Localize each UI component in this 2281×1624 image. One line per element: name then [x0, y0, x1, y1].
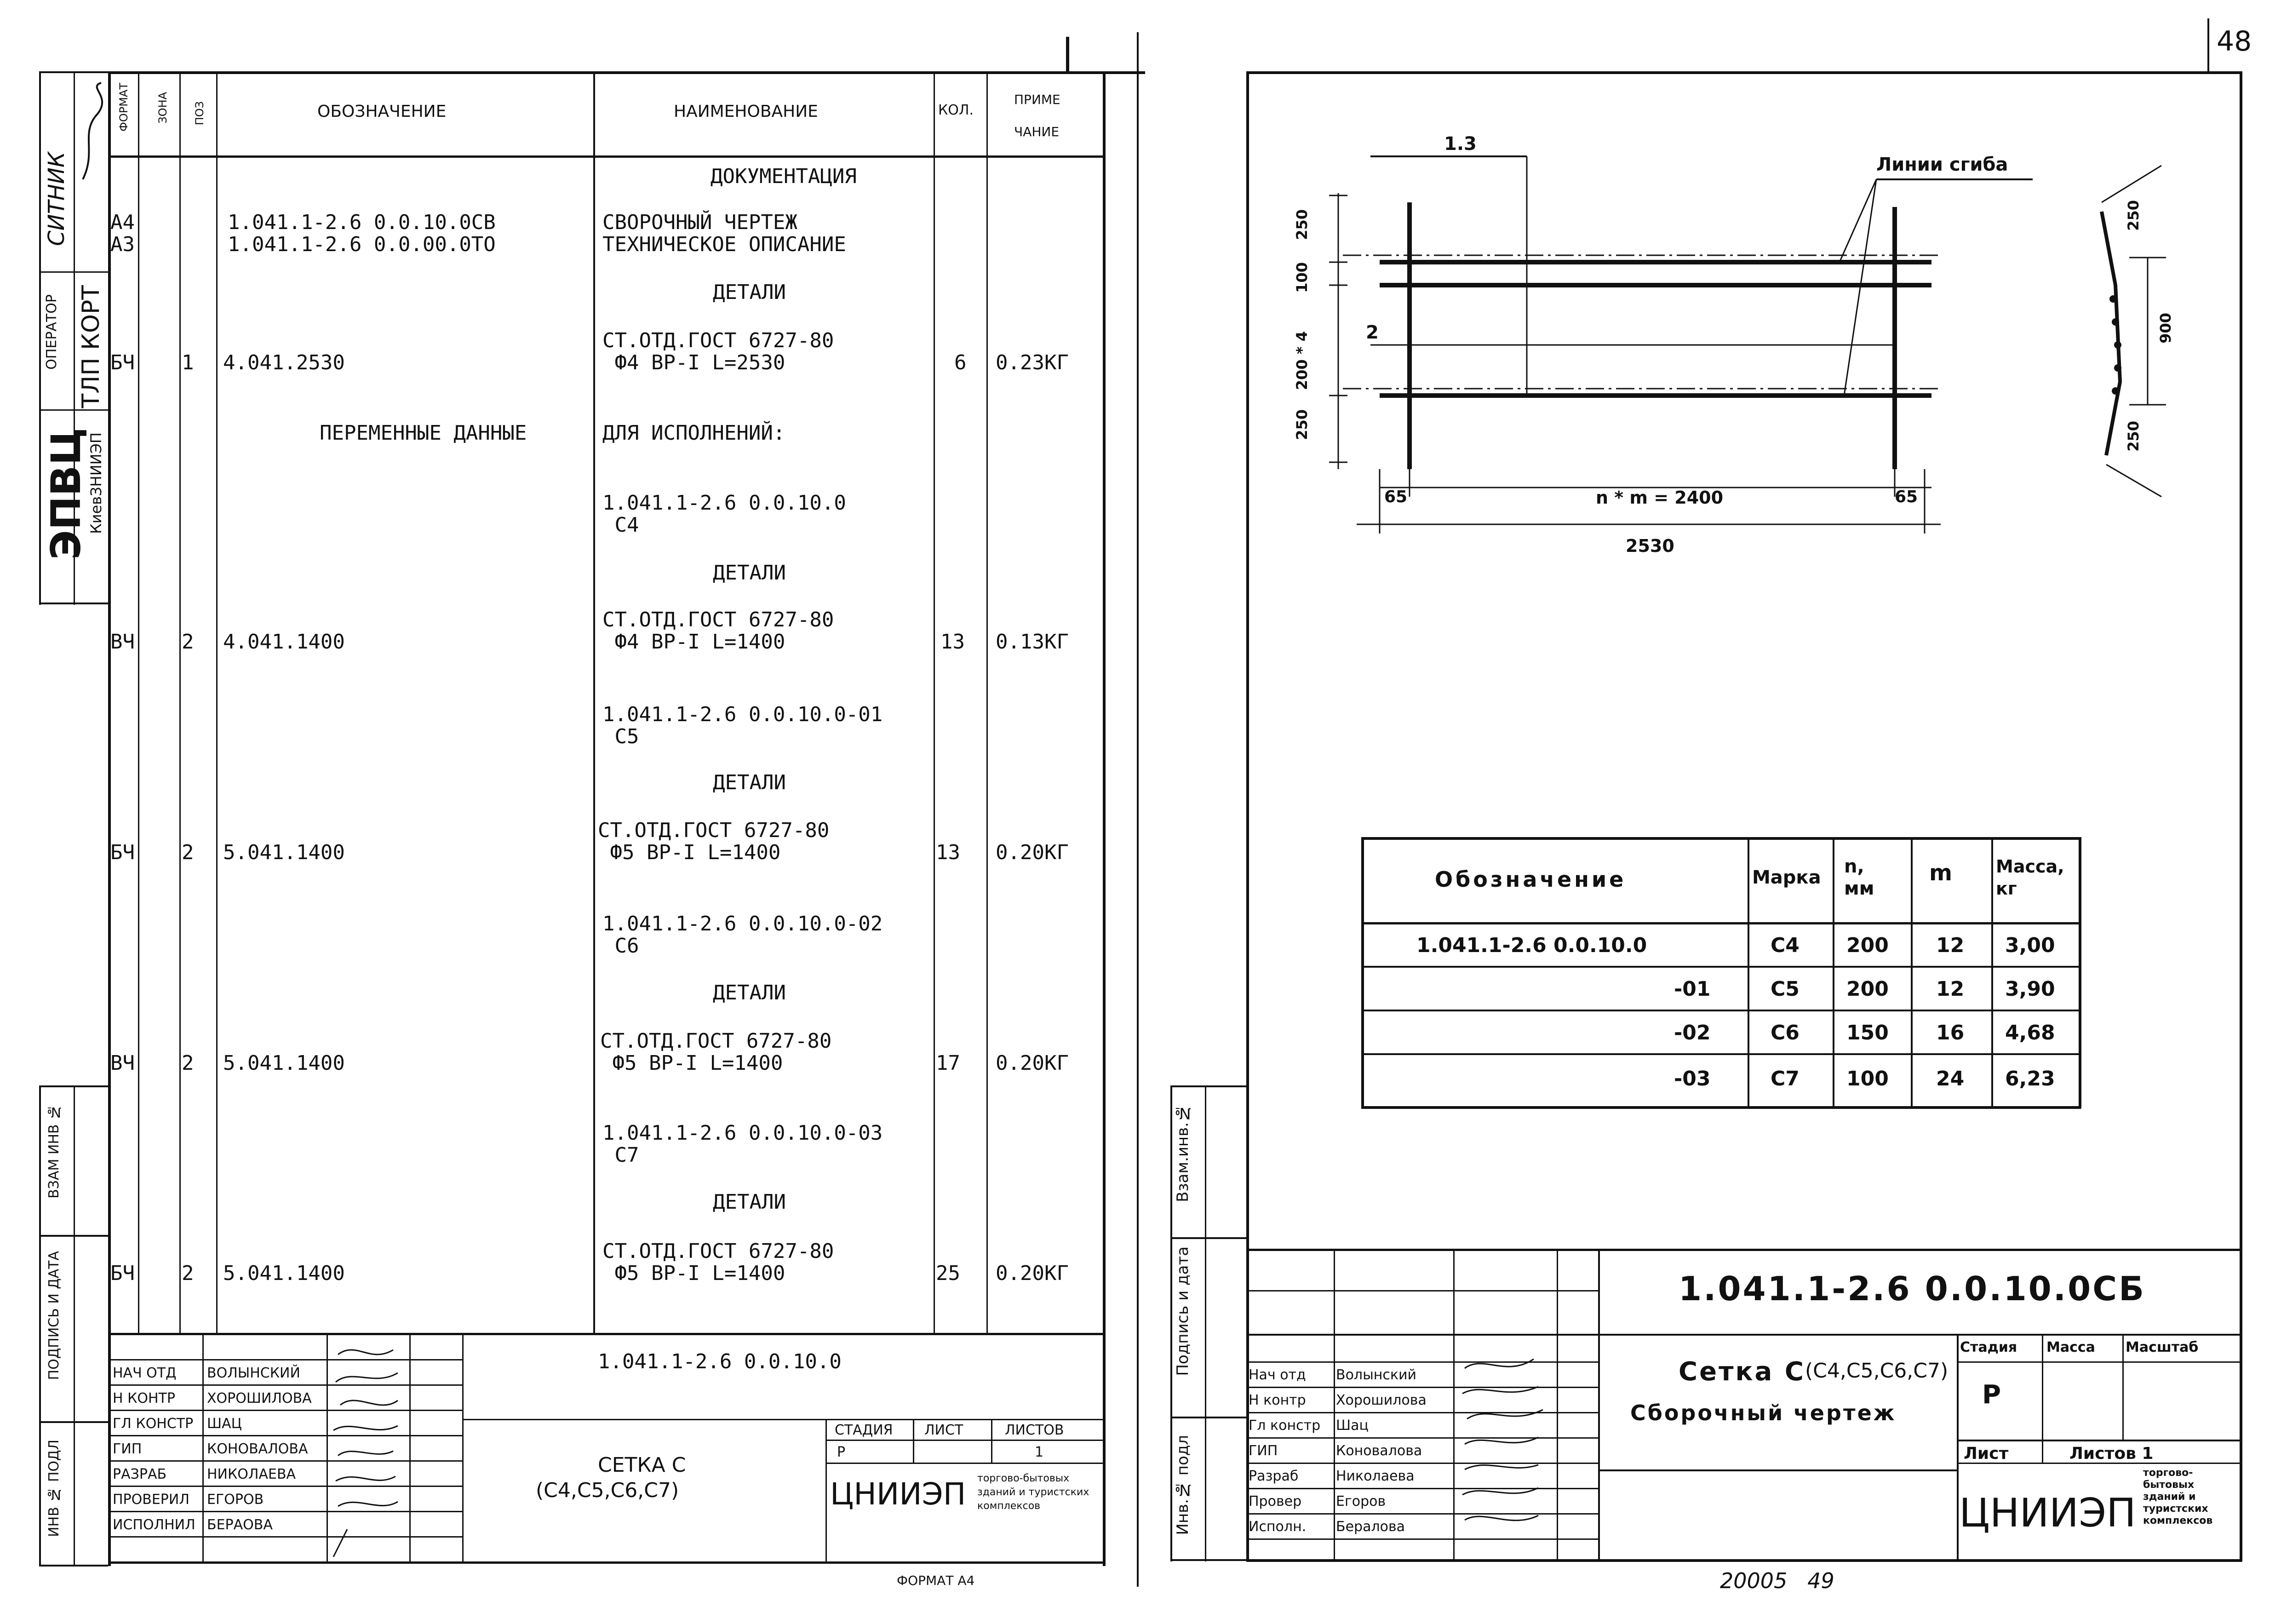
r-role-nach-otd: Нач отд	[1249, 1367, 1306, 1383]
spec-name: СТ.ОТД.ГОСТ 6727-80 Ф5 ВР-I L=1400	[600, 1029, 832, 1075]
spec-format: ВЧ	[110, 1051, 135, 1075]
name-egorov: ЕГОРОВ	[207, 1492, 264, 1508]
stamp-city: КиевЗНИИЭП	[87, 432, 105, 534]
spec-header-designation: ОБОЗНАЧЕНИЕ	[317, 102, 447, 121]
r-name-volynsky: Волынский	[1336, 1367, 1417, 1383]
bend-lines-label: Линии сгиба	[1876, 154, 2008, 175]
spec-name: 1.041.1-2.6 0.0.10.0 С4	[602, 491, 846, 537]
bent-dim-bottom: 250	[2125, 421, 2142, 452]
r-role-n-kontr: Н контр	[1249, 1392, 1306, 1408]
spec-name: 1.041.1-2.6 0.0.10.0-01 С5	[602, 703, 883, 748]
vt-mass: 6,23	[2005, 1067, 2055, 1090]
stamp-operator-label: ОПЕРАТОР	[44, 294, 60, 370]
spec-designation: 5.041.1400	[223, 841, 345, 864]
left-stage-value: Р	[837, 1444, 846, 1460]
right-sheets-label: Листов 1	[2069, 1444, 2154, 1463]
name-shats: ШАЦ	[207, 1416, 242, 1432]
right-title-line2: Сборочный чертеж	[1630, 1400, 1897, 1425]
right-org-desc: торгово-бытовых зданий и туристских комплексов	[2143, 1467, 2213, 1526]
spec-name: СТ.ОТД.ГОСТ 6727-80 Ф4 ВР-I L=1400	[602, 608, 834, 654]
r-name-nikolaeva: Николаева	[1336, 1468, 1415, 1484]
spec-note: 0.20КГ	[996, 1051, 1069, 1075]
right-scale-label: Масштаб	[2126, 1339, 2199, 1355]
spec-format: БЧ	[110, 841, 135, 864]
r-role-gip: ГИП	[1249, 1443, 1278, 1459]
vt-mass: 3,00	[2005, 934, 2055, 957]
left-sheets-value: 1	[1035, 1444, 1044, 1460]
right-org-name: ЦНИИЭП	[1959, 1490, 2136, 1536]
spec-qty: 13	[936, 841, 960, 864]
spec-name: 1.041.1-2.6 0.0.10.0-03 С7	[602, 1121, 883, 1167]
name-volynsky: ВОЛЫНСКИЙ	[207, 1365, 300, 1381]
dim-total: 2530	[1626, 536, 1674, 556]
vt-m: 16	[1936, 1021, 1965, 1044]
spec-name: 1.041.1-2.6 0.0.10.0-02 С6	[602, 912, 883, 958]
spec-designation: ПЕРЕМЕННЫЕ ДАННЫЕ	[320, 421, 527, 445]
vt-mass: 4,68	[2005, 1021, 2055, 1044]
spec-header-note-1: ПРИМЕ	[1014, 92, 1060, 107]
vt-header-mass: Масса, кг	[1996, 856, 2064, 899]
spec-designation: 5.041.1400	[223, 1262, 345, 1285]
left-org-name: ЦНИИЭП	[830, 1476, 966, 1512]
bent-dim-mid: 900	[2157, 313, 2174, 344]
r-name-khoroshilova: Хорошилова	[1336, 1392, 1427, 1408]
vt-mass: 3,90	[2005, 977, 2055, 1001]
spec-pos: 2	[182, 1262, 194, 1285]
left-format-label: ФОРМАТ А4	[897, 1573, 975, 1588]
name-nikolaeva: НИКОЛАЕВА	[207, 1466, 296, 1482]
spec-format: БЧ	[110, 1262, 135, 1285]
left-label-inv-podl: ИНВ № ПОДЛ	[46, 1440, 62, 1537]
vt-n: 200	[1846, 977, 1889, 1001]
spec-section-title: ДЕТАЛИ	[713, 771, 786, 794]
left-sheets-label: ЛИСТОВ	[1005, 1422, 1064, 1438]
vt-designation: -03	[1674, 1067, 1711, 1090]
spec-qty: 17	[936, 1051, 960, 1075]
left-doc-code: 1.041.1-2.6 0.0.10.0	[598, 1350, 842, 1373]
spec-designation: 5.041.1400	[223, 1051, 345, 1075]
spec-header-zone: ЗОНА	[156, 92, 169, 124]
role-gip: ГИП	[113, 1441, 142, 1457]
r-role-ispoln: Исполн.	[1249, 1519, 1307, 1535]
left-stage-label: СТАДИЯ	[835, 1422, 893, 1438]
spec-section-title: ДОКУМЕНТАЦИЯ	[711, 165, 857, 188]
left-label-podpis-data: ПОДПИСЬ И ДАТА	[46, 1251, 62, 1380]
stamp-signature	[78, 78, 106, 184]
spec-section-title: ДЕТАЛИ	[713, 561, 786, 585]
dim-left-200x4: 200 * 4	[1293, 331, 1311, 390]
vt-header-n: n, мм	[1844, 856, 1874, 899]
signatures	[329, 1336, 407, 1561]
spec-section-title: ДЕТАЛИ	[713, 281, 786, 304]
vt-designation: -02	[1674, 1021, 1711, 1044]
spec-designation: 4.041.2530	[223, 351, 345, 374]
spec-format: БЧ	[110, 351, 135, 374]
vt-m: 12	[1936, 977, 1965, 1001]
bent-dim-top: 250	[2125, 200, 2142, 231]
r-role-prover: Провер	[1249, 1493, 1302, 1509]
spec-header-pos: ПОЗ	[193, 101, 206, 126]
spec-note: 0.20КГ	[996, 841, 1069, 864]
stamp-org: ЭПВЦ	[42, 428, 90, 560]
dim-65-left: 65	[1384, 488, 1408, 506]
spec-qty: 25	[936, 1262, 960, 1285]
bottom-handwritten-number: 20005 49	[1720, 1568, 1834, 1593]
spec-section-title: ДЕТАЛИ	[713, 1190, 786, 1214]
dim-left-250-bottom: 250	[1293, 409, 1311, 440]
spec-designation: 1.041.1-2.6 0.0.10.0СВ 1.041.1-2.6 0.0.00.0ТО	[228, 211, 496, 256]
r-name-egorov: Егоров	[1336, 1493, 1386, 1509]
r-role-gl-konstr: Гл констр	[1249, 1417, 1321, 1434]
vt-header-m: m	[1929, 860, 1953, 886]
right-label-inv-podl: Инв.№ подл	[1174, 1435, 1192, 1535]
vt-designation: -01	[1674, 977, 1711, 1001]
name-khoroshilova: ХОРОШИЛОВА	[207, 1390, 312, 1406]
dim-left-250-top: 250	[1293, 209, 1311, 240]
dim-65-right: 65	[1895, 488, 1918, 506]
right-signatures	[1456, 1350, 1554, 1559]
spec-header-format: ФОРМАТ	[117, 83, 130, 132]
role-nach-otd: НАЧ ОТД	[113, 1365, 177, 1381]
spec-qty: 13	[940, 630, 965, 654]
spec-designation: 4.041.1400	[223, 630, 345, 654]
spec-name: СТ.ОТД.ГОСТ 6727-80 Ф5 ВР-I L=1400	[598, 819, 830, 864]
dim-nm: n * m = 2400	[1596, 488, 1724, 508]
vt-designation: 1.041.1-2.6 0.0.10.0	[1416, 934, 1647, 957]
spec-pos: 2	[182, 1051, 194, 1075]
r-name-konovalova: Коновалова	[1336, 1443, 1422, 1459]
dim-left-100: 100	[1293, 262, 1311, 293]
vt-mark: С6	[1771, 1021, 1800, 1044]
spec-section-title: ДЕТАЛИ	[713, 981, 786, 1004]
spec-pos: 1	[182, 351, 194, 374]
mesh-drawing	[1288, 120, 2207, 580]
vt-mark: С5	[1771, 977, 1800, 1001]
right-label-podpis-data: Подпись и дата	[1174, 1246, 1192, 1376]
right-mass-label: Масса	[2046, 1339, 2095, 1355]
vt-n: 200	[1846, 934, 1889, 957]
r-role-razrab: Разраб	[1249, 1468, 1299, 1484]
stamp-operator-value: ТЛП КОРТ	[77, 285, 105, 408]
name-beraova: БЕРАОВА	[207, 1517, 273, 1533]
left-title-line1: СЕТКА С	[598, 1453, 686, 1477]
spec-pos: 2	[182, 630, 194, 654]
leader-label: 1.3	[1444, 133, 1477, 155]
left-org-desc: торгово-бытовых зданий и туристских комплексов	[977, 1473, 1089, 1512]
role-razrab: РАЗРАБ	[113, 1466, 167, 1482]
vt-n: 100	[1846, 1067, 1889, 1090]
page-number: 48	[2217, 25, 2252, 57]
role-proveril: ПРОВЕРИЛ	[113, 1492, 189, 1508]
right-stage-value: Р	[1982, 1380, 2001, 1410]
spec-note: 0.13КГ	[996, 630, 1069, 654]
spec-name: СТ.ОТД.ГОСТ 6727-80 Ф4 ВР-I L=2530	[602, 329, 834, 374]
right-stage-label: Стадия	[1960, 1339, 2017, 1355]
right-title-line1-sub: (С4,С5,С6,С7)	[1805, 1359, 1949, 1383]
vt-n: 150	[1846, 1021, 1889, 1044]
left-sheet-label: ЛИСТ	[924, 1422, 963, 1438]
right-doc-code: 1.041.1-2.6 0.0.10.0СБ	[1679, 1269, 2146, 1308]
spec-header-note-2: ЧАНИЕ	[1014, 124, 1060, 139]
spec-format: А4 А3	[110, 211, 135, 256]
vt-m: 24	[1936, 1067, 1965, 1090]
name-konovalova: КОНОВАЛОВА	[207, 1441, 308, 1457]
spec-note: 0.20КГ	[996, 1262, 1069, 1285]
spec-pos: 2	[182, 841, 194, 864]
pos-label: 2	[1366, 322, 1379, 343]
spec-format: ВЧ	[110, 630, 135, 654]
spec-qty: 6	[954, 351, 967, 374]
r-name-beralova: Бералова	[1336, 1519, 1405, 1535]
right-sheet-label: Лист	[1964, 1444, 2009, 1463]
vt-mark: С7	[1771, 1067, 1800, 1090]
spec-name: СВОРОЧНЫЙ ЧЕРТЕЖ ТЕХНИЧЕСКОЕ ОПИСАНИЕ	[602, 211, 846, 256]
spec-name: СТ.ОТД.ГОСТ 6727-80 Ф5 ВР-I L=1400	[602, 1240, 834, 1285]
spec-name: ДЛЯ ИСПОЛНЕНИЙ:	[602, 421, 785, 445]
spec-note: 0.23КГ	[996, 351, 1069, 374]
left-title-line2: (С4,С5,С6,С7)	[536, 1479, 679, 1502]
role-n-kontr: Н КОНТР	[113, 1390, 175, 1406]
role-ispolnil: ИСПОЛНИЛ	[113, 1517, 195, 1533]
spec-header-qty: КОЛ.	[938, 102, 974, 118]
spec-header-name: НАИМЕНОВАНИЕ	[674, 102, 818, 121]
stamp-signer-name: СИТНИК	[44, 152, 69, 246]
r-name-shats: Шац	[1336, 1417, 1369, 1434]
right-label-vzam-inv: Взам.инв.№	[1174, 1104, 1192, 1202]
vt-header-designation: Обозначение	[1435, 867, 1627, 892]
right-title-line1: Сетка С	[1679, 1357, 1805, 1387]
vt-m: 12	[1936, 934, 1965, 957]
vt-mark: С4	[1771, 934, 1800, 957]
role-gl-konstr: ГЛ КОНСТР	[113, 1416, 194, 1432]
left-label-vzam-inv: ВЗАМ ИНВ №	[46, 1104, 62, 1199]
vt-header-mark: Марка	[1752, 867, 1821, 888]
